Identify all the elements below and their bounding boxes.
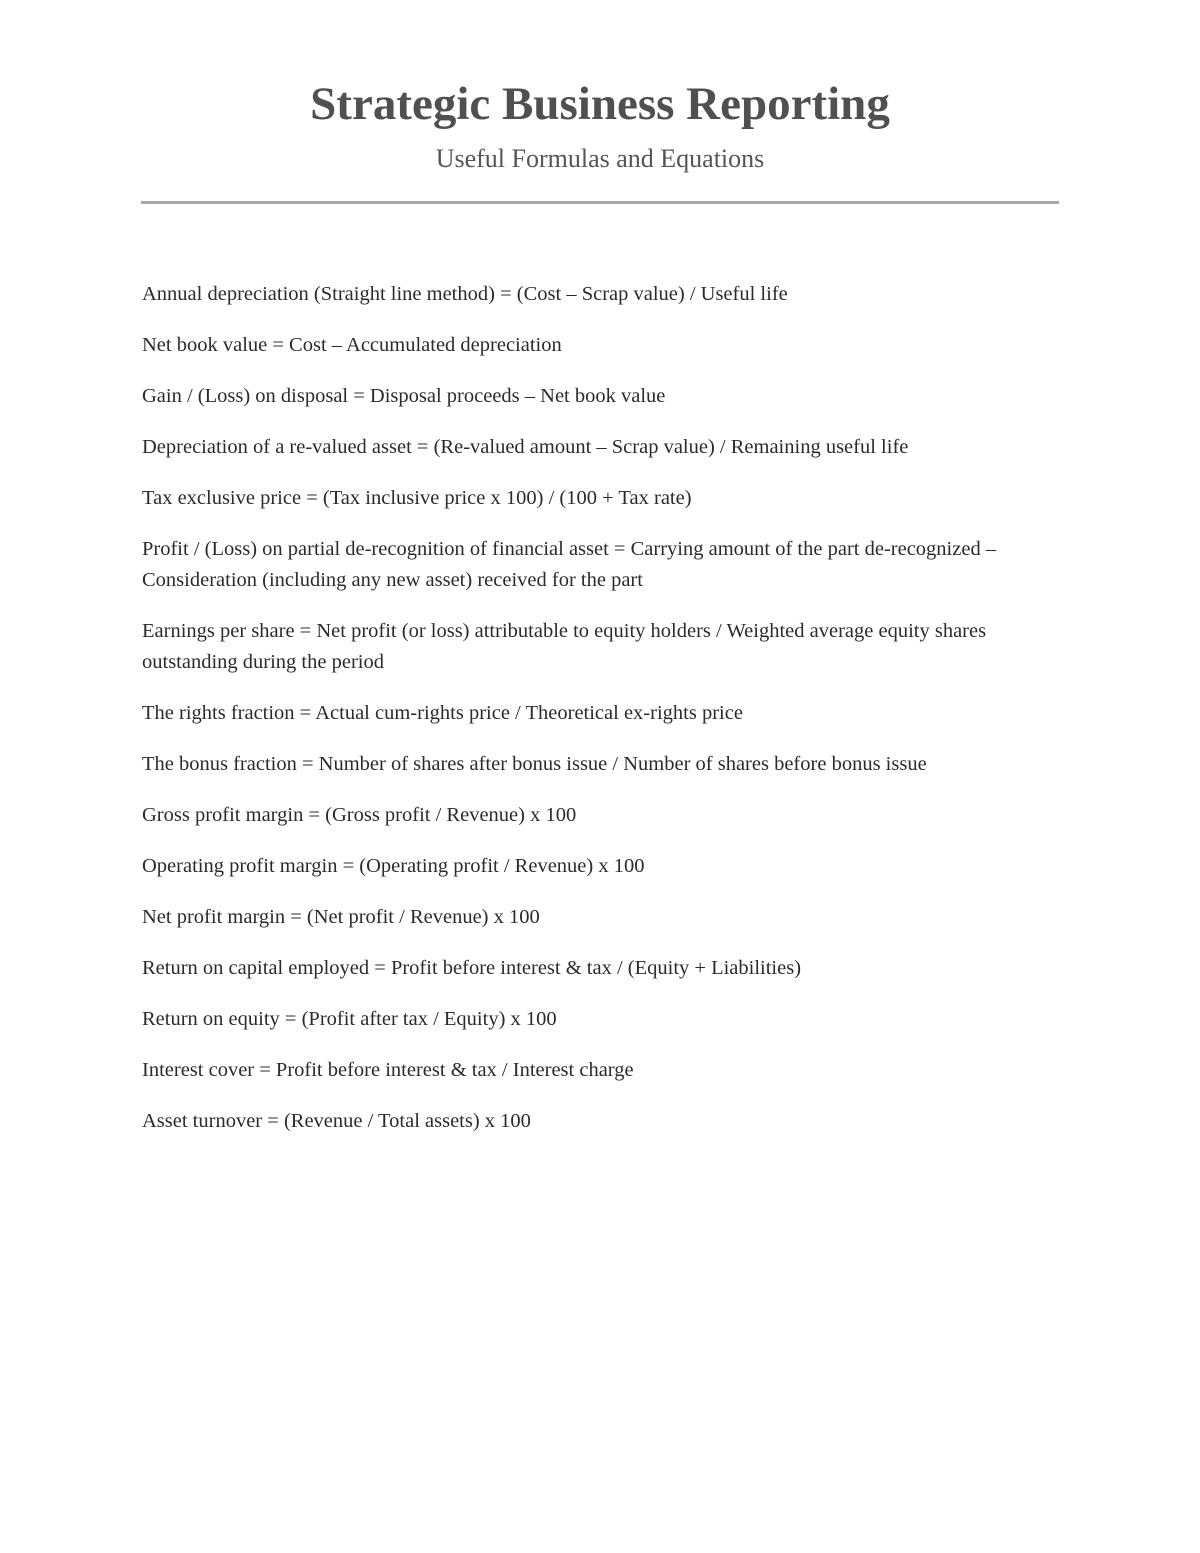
formula-asset-turnover: Asset turnover = (Revenue / Total assets) x 100: [142, 1110, 531, 1132]
formula-partial-derecognition: Profit / (Loss) on partial de-recognition of financial asset = Carrying amount of the part de-recognized – Consideration (including any new asset) received for the part: [142, 538, 997, 591]
formula-gain-loss-on-disposal: Gain / (Loss) on disposal = Disposal proceeds – Net book value: [142, 385, 666, 407]
formula-rights-fraction: The rights fraction = Actual cum-rights price / Theoretical ex-rights price: [142, 702, 743, 724]
formula-interest-cover: Interest cover = Profit before interest & tax / Interest charge: [142, 1059, 634, 1081]
formula-return-on-equity: Return on equity = (Profit after tax / Equity) x 100: [142, 1008, 557, 1030]
formula-bonus-fraction: The bonus fraction = Number of shares after bonus issue / Number of shares before bonus issue: [142, 753, 927, 775]
formula-earnings-per-share: Earnings per share = Net profit (or loss) attributable to equity holders / Weighted average equity shares outstanding during the period: [142, 620, 987, 673]
formula-operating-profit-margin: Operating profit margin = (Operating profit / Revenue) x 100: [142, 855, 645, 877]
formula-net-profit-margin: Net profit margin = (Net profit / Revenue) x 100: [142, 906, 540, 928]
formula-annual-depreciation: Annual depreciation (Straight line method) = (Cost – Scrap value) / Useful life: [142, 283, 788, 305]
formula-return-on-capital-employed: Return on capital employed = Profit before interest & tax / (Equity + Liabilities): [142, 957, 802, 979]
document-title: Strategic Business Reporting: [310, 78, 890, 130]
formula-gross-profit-margin: Gross profit margin = (Gross profit / Revenue) x 100: [142, 804, 577, 826]
formula-net-book-value: Net book value = Cost – Accumulated depreciation: [142, 334, 562, 356]
formula-list: [142, 279, 1057, 1157]
formula-revalued-asset-depreciation: Depreciation of a re-valued asset = (Re-valued amount – Scrap value) / Remaining useful life: [142, 436, 909, 458]
formula-tax-exclusive-price: Tax exclusive price = (Tax inclusive price x 100) / (100 + Tax rate): [142, 487, 692, 509]
document-subtitle: Useful Formulas and Equations: [435, 144, 765, 173]
title-divider: [141, 201, 1059, 204]
